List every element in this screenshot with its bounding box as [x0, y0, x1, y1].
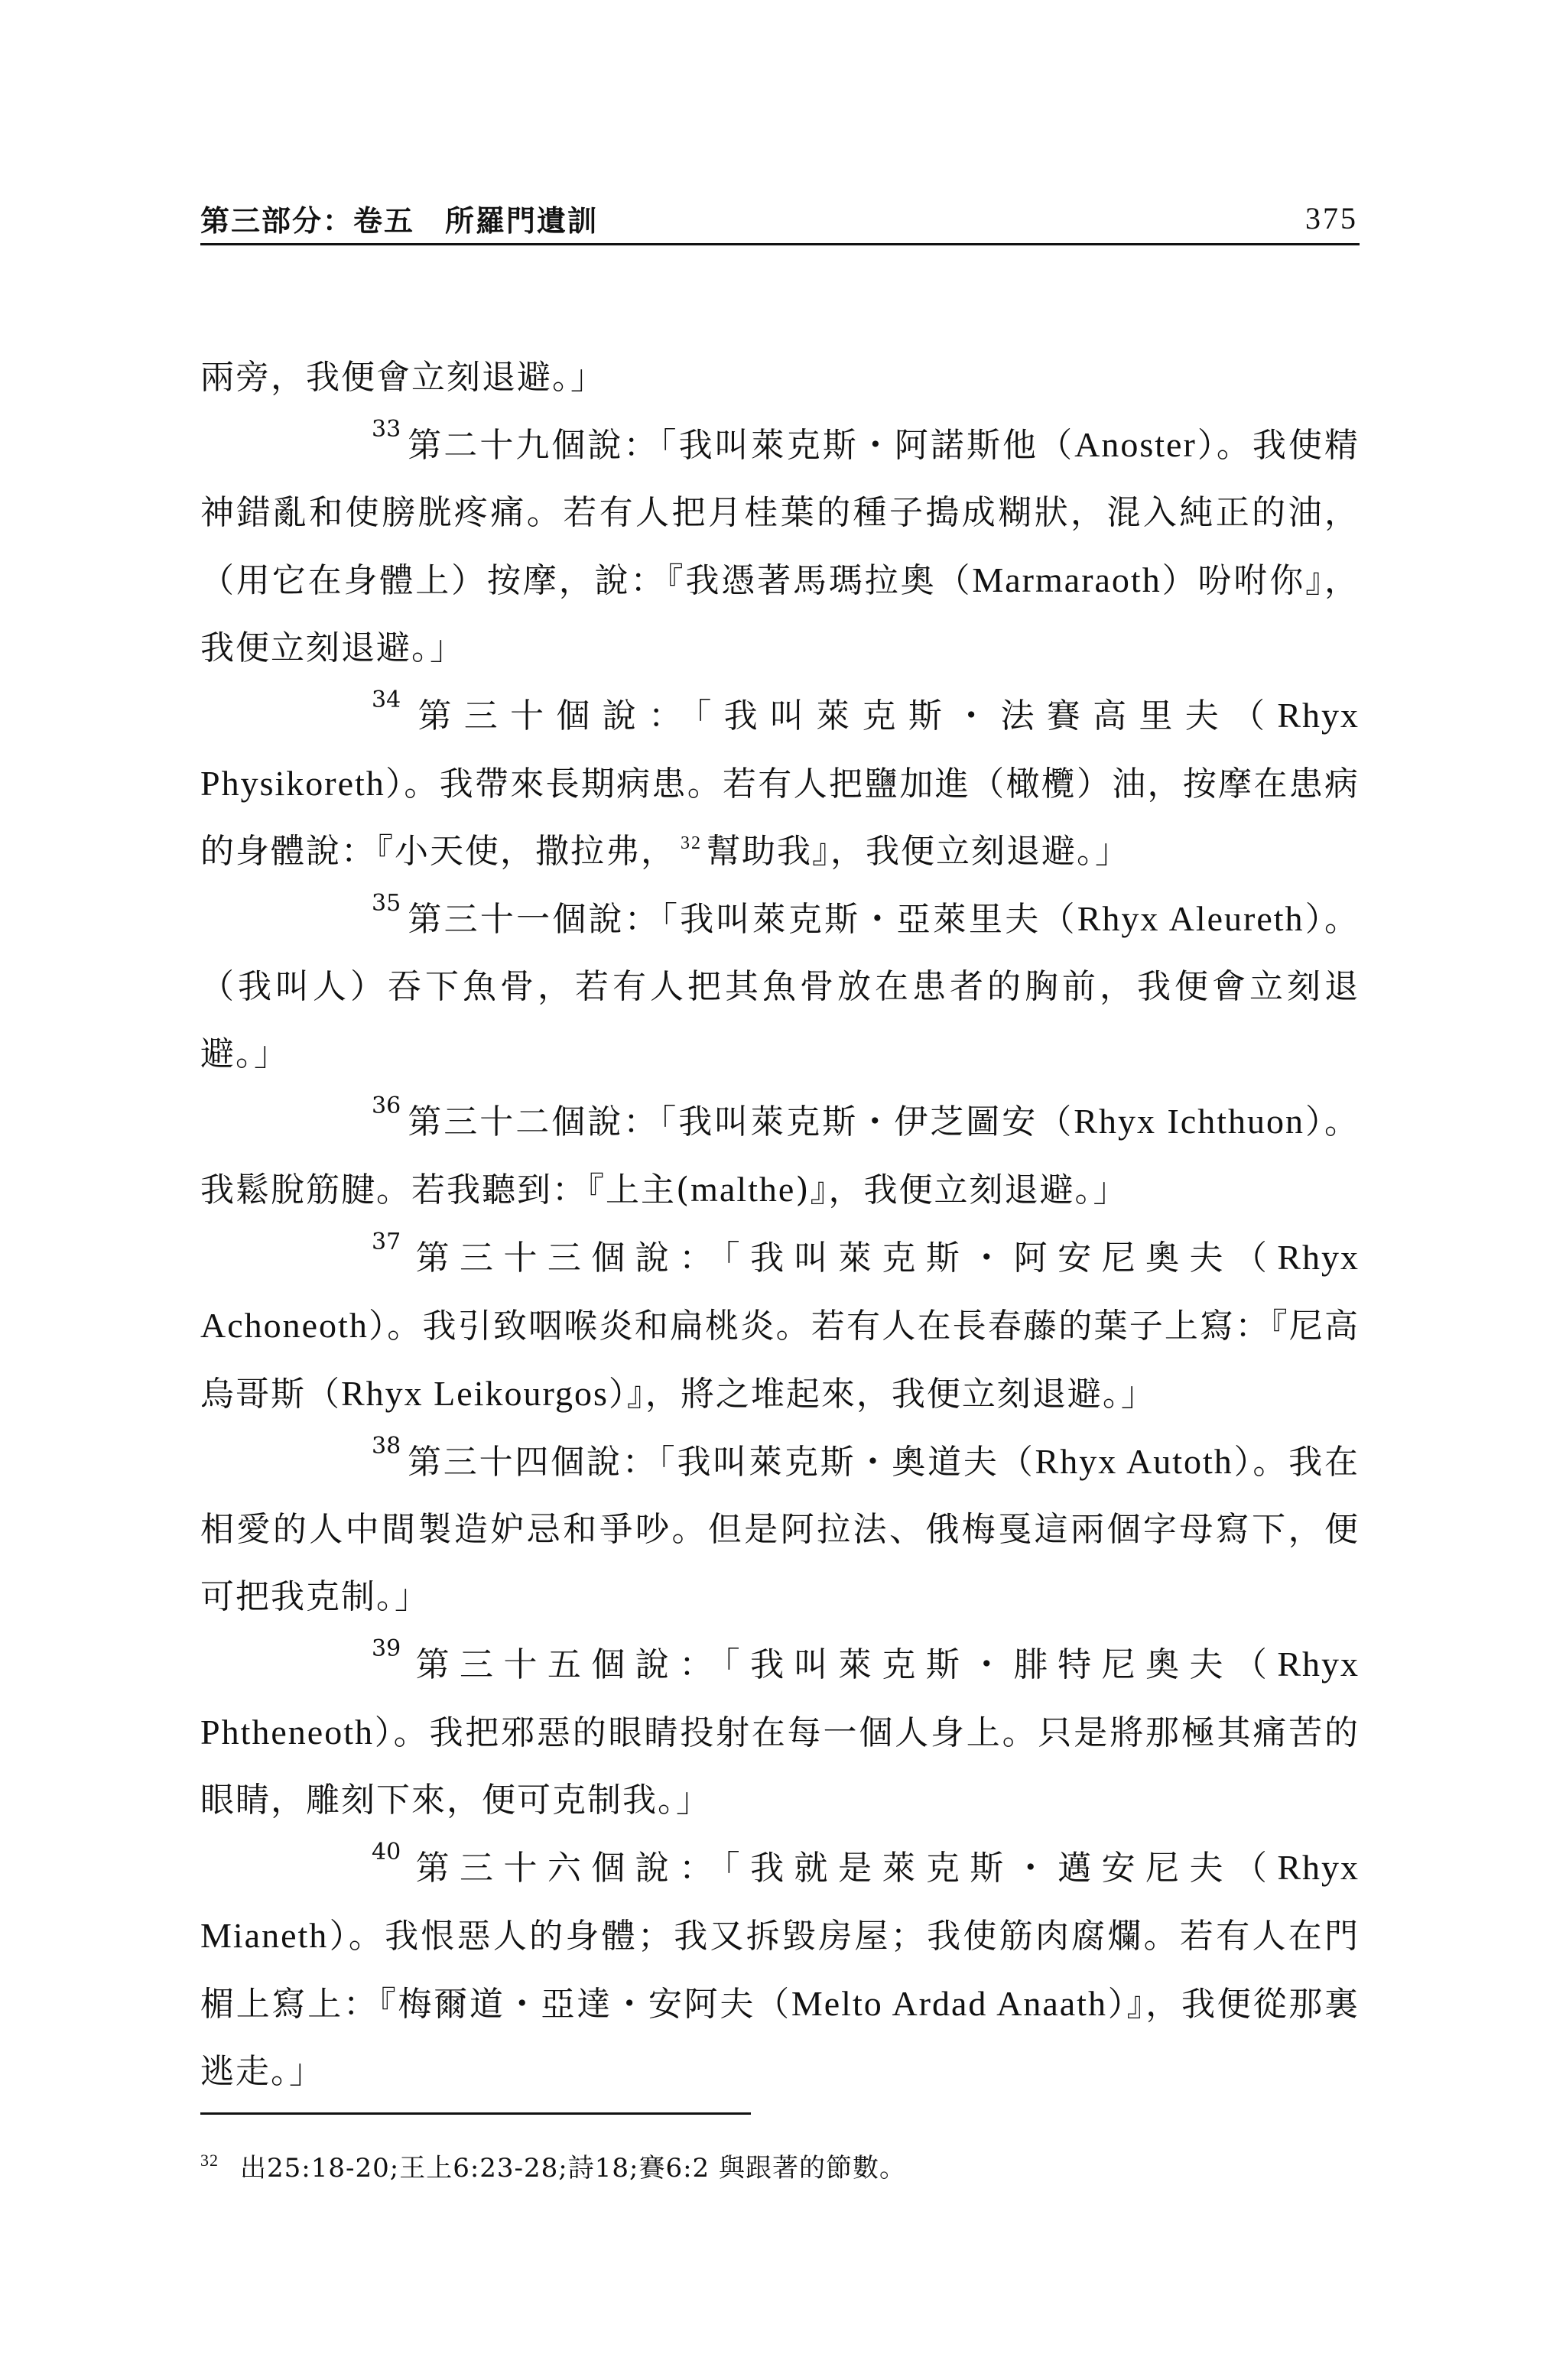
verse-number: 39	[372, 1635, 401, 1662]
text-segment: 第三十三個說：「我叫萊克斯・阿安尼奧夫（	[407, 1239, 1278, 1278]
verse-number: 38	[372, 1433, 401, 1459]
text-segment: ）』，將之堆起來，我便立刻退避。」	[608, 1375, 1156, 1414]
footnote-mark: 32	[200, 2151, 219, 2170]
footnote	[200, 2147, 906, 2184]
verse-paragraph	[200, 1834, 1360, 2106]
latin-name: Rhyx Achoneoth	[200, 1238, 1360, 1345]
text-segment: ）。我帶來長期病患。若有人把鹽加進（橄欖）油，按摩在患病的身體說：『小天使，撒拉弗，	[200, 765, 1360, 871]
footnote-text: 出25:18-20;王上6:23-28;詩18;賽6:2 與跟著的節數。	[240, 2153, 906, 2184]
verse-paragraph	[200, 1088, 1360, 1224]
text-segment: ）。我使精神錯亂和使膀胱疼痛。若有人把月桂葉的種子搗成糊狀，混入純正的油，（用它在身體上）按摩，說：『我憑著馬瑪拉奧（	[200, 426, 1360, 600]
text-segment: ）吩咐你』，我便立刻退避。」	[200, 561, 1360, 667]
verse-paragraph	[200, 1428, 1360, 1631]
latin-name: Marmaraoth	[972, 560, 1162, 599]
continuation-paragraph	[200, 344, 1360, 411]
body-text	[200, 344, 1360, 2106]
latin-name: Rhyx Aleureth	[1077, 899, 1304, 938]
text-segment: 第三十六個說：「我就是萊克斯・邁安尼夫（	[407, 1849, 1278, 1888]
text-segment: 兩旁，我便會立刻退避。」	[200, 358, 606, 397]
text-segment: ）。我恨惡人的身體；我又拆毀房屋；我使筋肉腐爛。若有人在門楣上寫上：『梅爾道・亞達・安阿夫（	[200, 1917, 1360, 2024]
running-header-title: 第三部分：卷五 所羅門遺訓	[200, 204, 599, 238]
footnote-rule	[200, 2112, 751, 2115]
verse-number: 34	[372, 687, 401, 713]
text-segment: 第二十九個說：「我叫萊克斯・阿諾斯他（	[407, 426, 1075, 465]
verse-number: 40	[372, 1839, 401, 1865]
latin-name: Rhyx Mianeth	[200, 1848, 1360, 1955]
text-segment: ）。我把邪惡的眼睛投射在每一個人身上。只是將那極其痛苦的眼睛，雕刻下來，便可克制我。」	[200, 1713, 1360, 1820]
text-segment: 第三十一個說：「我叫萊克斯・亞萊里夫（	[407, 900, 1077, 939]
text-segment: 第三十個說：「我叫萊克斯・法賽高里夫（	[407, 696, 1278, 735]
text-segment: 第三十四個說：「我叫萊克斯・奧道夫（	[407, 1443, 1035, 1482]
verse-number: 37	[372, 1229, 401, 1255]
latin-name: Rhyx Physikoreth	[200, 696, 1360, 803]
verse-paragraph	[200, 885, 1360, 1088]
text-segment: ）。我鬆脫筋腱。若我聽到：『上主(	[200, 1102, 1360, 1209]
footnote-reference: 32	[681, 833, 702, 853]
verse-number: 35	[372, 890, 401, 917]
latin-name: Rhyx Ichthuon	[1074, 1102, 1304, 1141]
text-segment: )』，我便立刻退避。」	[795, 1171, 1129, 1209]
verse-paragraph	[200, 1224, 1360, 1428]
latin-name: Rhyx Autoth	[1035, 1442, 1233, 1481]
latin-name: Anoster	[1074, 425, 1197, 464]
latin-name: Rhyx Leikourgos	[341, 1374, 609, 1413]
latin-name: malthe	[690, 1170, 796, 1209]
text-segment: ）。（我叫人）吞下魚骨，若有人把其魚骨放在患者的胸前，我便會立刻退避。」	[200, 900, 1360, 1073]
text-segment: 幫助我』，我便立刻退避。」	[707, 832, 1130, 871]
latin-name: Melto Ardad Anaath	[791, 1984, 1107, 2023]
header-rule	[200, 243, 1360, 245]
text-segment: ）。我在相愛的人中間製造妒忌和爭吵。但是阿拉法、俄梅戛這兩個字母寫下，便可把我克制。」	[200, 1443, 1360, 1616]
text-segment: 第三十五個說：「我叫萊克斯・腓特尼奧夫（	[407, 1645, 1278, 1684]
latin-name: Rhyx Phtheneoth	[200, 1645, 1360, 1752]
text-segment: ）。我引致咽喉炎和扁桃炎。若有人在長春藤的葉子上寫：『尼高烏哥斯（	[200, 1307, 1360, 1414]
verse-paragraph	[200, 682, 1360, 885]
verse-number: 33	[372, 416, 401, 443]
text-segment: ）』，我便從那裏逃走。」	[200, 1985, 1360, 2091]
text-segment: 第三十二個說：「我叫萊克斯・伊芝圖安（	[407, 1102, 1074, 1141]
verse-paragraph	[200, 411, 1360, 682]
verse-number: 36	[372, 1093, 401, 1119]
page-number: 375	[1305, 201, 1358, 235]
verse-paragraph	[200, 1631, 1360, 1834]
